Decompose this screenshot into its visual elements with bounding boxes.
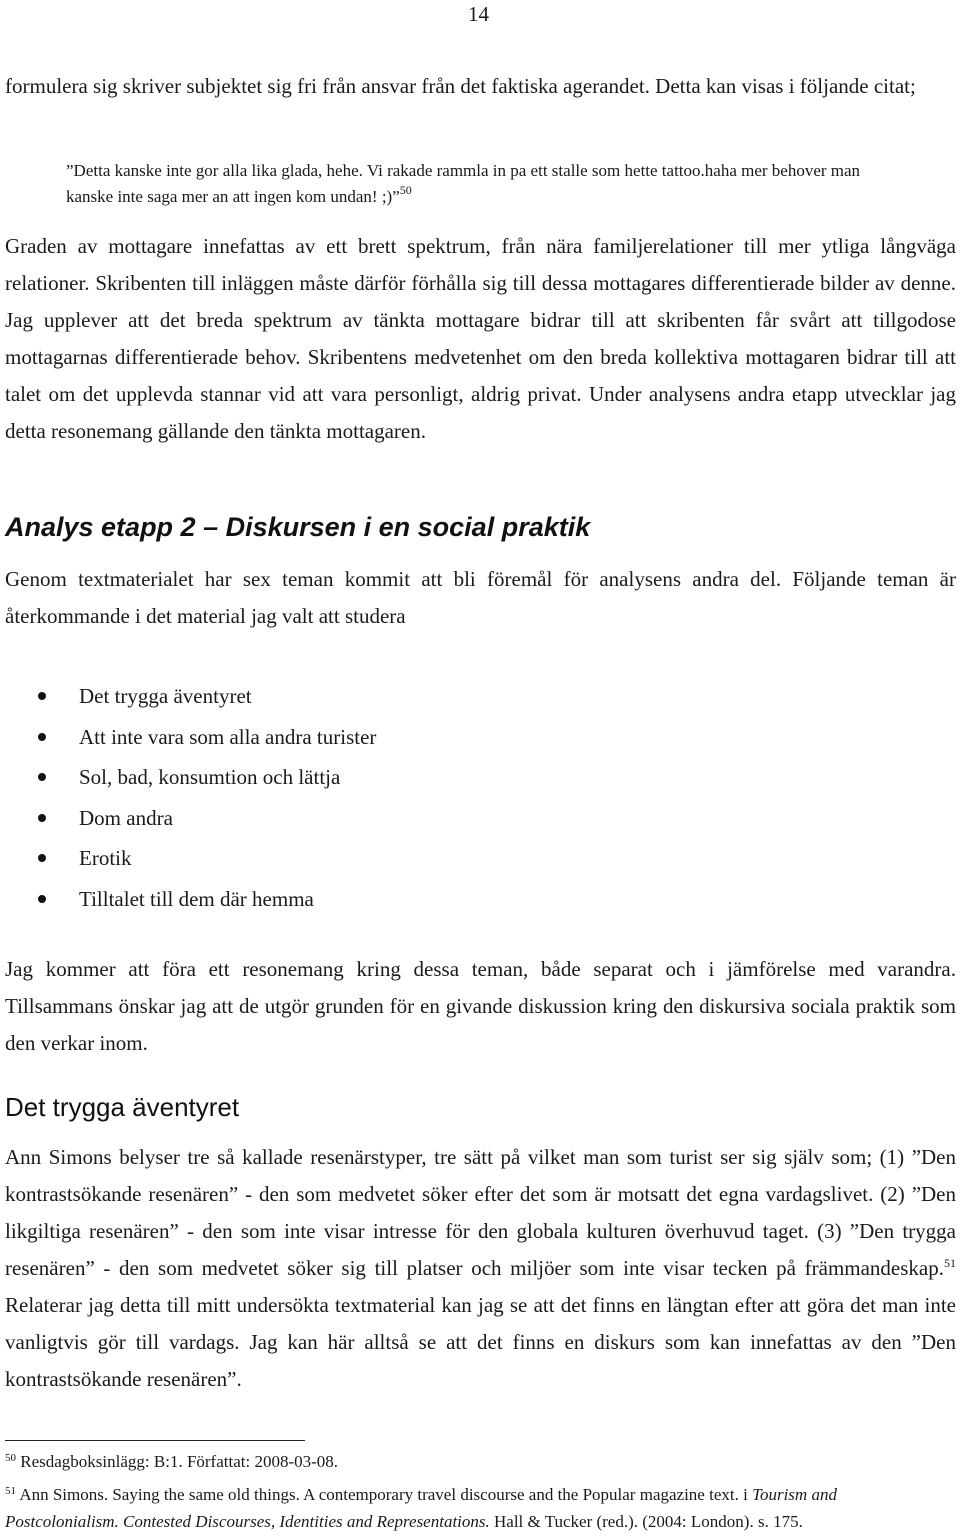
footnote-ref-50[interactable]: 50 bbox=[399, 183, 412, 197]
page-number: 14 bbox=[468, 2, 489, 26]
quote-text: ”Detta kanske inte gor alla lika glada, hehe. Vi rakade rammla in pa ett stalle som hette tattoo.haha mer behover man kanske inte saga mer an att ingen kom undan! ;)” bbox=[66, 161, 861, 206]
bullet-icon bbox=[38, 895, 46, 903]
footnote-51: $^{51}$ Ann Simons. Saying the same old things. A contemporary travel discourse and the Popular magazine text. i Tourism and Postcolonialism. Contested Discourses, Identities and Representations. Hall & Tucker (red.). (2004: London). s. 175. bbox=[5, 1485, 837, 1531]
footnote-ref-51[interactable]: 51 bbox=[944, 1256, 956, 1270]
blog-quote bbox=[66, 158, 910, 210]
intro-paragraph: formulera sig skriver subjektet sig fri från ansvar från det faktiska agerandet. Detta kan visas i följande citat; bbox=[5, 74, 916, 98]
bullet-icon bbox=[38, 854, 46, 862]
bullet-icon bbox=[38, 773, 46, 781]
bullet-icon bbox=[38, 814, 46, 822]
themes-intro-paragraph: Genom textmaterialet har sex teman kommit att bli föremål för analysens andra del. Följande teman är återkommande i det material jag valt att studera bbox=[5, 567, 956, 628]
theme-list bbox=[38, 676, 376, 919]
list-item: Dom andra bbox=[38, 798, 376, 839]
footnote-divider bbox=[5, 1440, 305, 1441]
list-item: Det trygga äventyret bbox=[38, 676, 376, 717]
list-item: Att inte vara som alla andra turister bbox=[38, 717, 376, 758]
bullet-icon bbox=[38, 733, 46, 741]
traveller-types-paragraph: Ann Simons belyser tre så kallade resenärstyper, tre sätt på vilket man som turist ser sig själv som; (1) ”Den kontrastsökande resenären” - den som medvetet söker efter det som är motsatt det egna vardagslivet. (2) ”Den likgiltiga resenären” - den som inte visar intresse för den globala kulturen överhuvud taget. (3) ”Den trygga resenären” - den som medvetet söker sig till platser och miljöer som inte visar tecken på främmandeskap.$^{51}$ Relaterar jag detta till mitt undersökta textmaterial kan jag se att det finns en längtan efter att göra det man inte vanligtvis gör till vardags. Jag kan här alltså se att det finns en diskurs som kan innefattas av den ”Den kontrastsökande resenären”. bbox=[5, 1145, 956, 1391]
subsection-heading: Det trygga äventyret bbox=[5, 1092, 240, 1122]
recipients-paragraph: Graden av mottagare innefattas av ett brett spektrum, från nära familjerelationer till mer ytliga långväga relationer. Skribenten till inläggen måste därför förhålla sig till dessa mottagares differentierade bilder av denne. Jag upplever att det breda spektrum av tänkta mottagare bidrar till att skribenten får svårt att tillgodose mottagarnas differentierade behov. Skribentens medvetenhet om den breda kollektiva mottagaren bidrar till att talet om det upplevda stannar vid att vara personligt, aldrig privat. Under analysens andra etapp utvecklar jag detta resonemang gällande den tänkta mottagaren. bbox=[5, 234, 956, 443]
footnote-50: $^{50}$ Resdagboksinlägg: B:1. Författat: 2008-03-08. bbox=[5, 1452, 339, 1471]
section-heading: Analys etapp 2 – Diskursen i en social praktik bbox=[5, 512, 591, 542]
list-item: Tilltalet till dem där hemma bbox=[38, 879, 376, 920]
list-item: Sol, bad, konsumtion och lättja bbox=[38, 757, 376, 798]
bullet-icon bbox=[38, 692, 46, 700]
list-item: Erotik bbox=[38, 838, 376, 879]
discussion-paragraph: Jag kommer att föra ett resonemang kring dessa teman, både separat och i jämförelse med varandra. Tillsammans önskar jag att de utgör grunden för en givande diskussion kring den diskursiva sociala praktik som den verkar inom. bbox=[5, 957, 956, 1055]
